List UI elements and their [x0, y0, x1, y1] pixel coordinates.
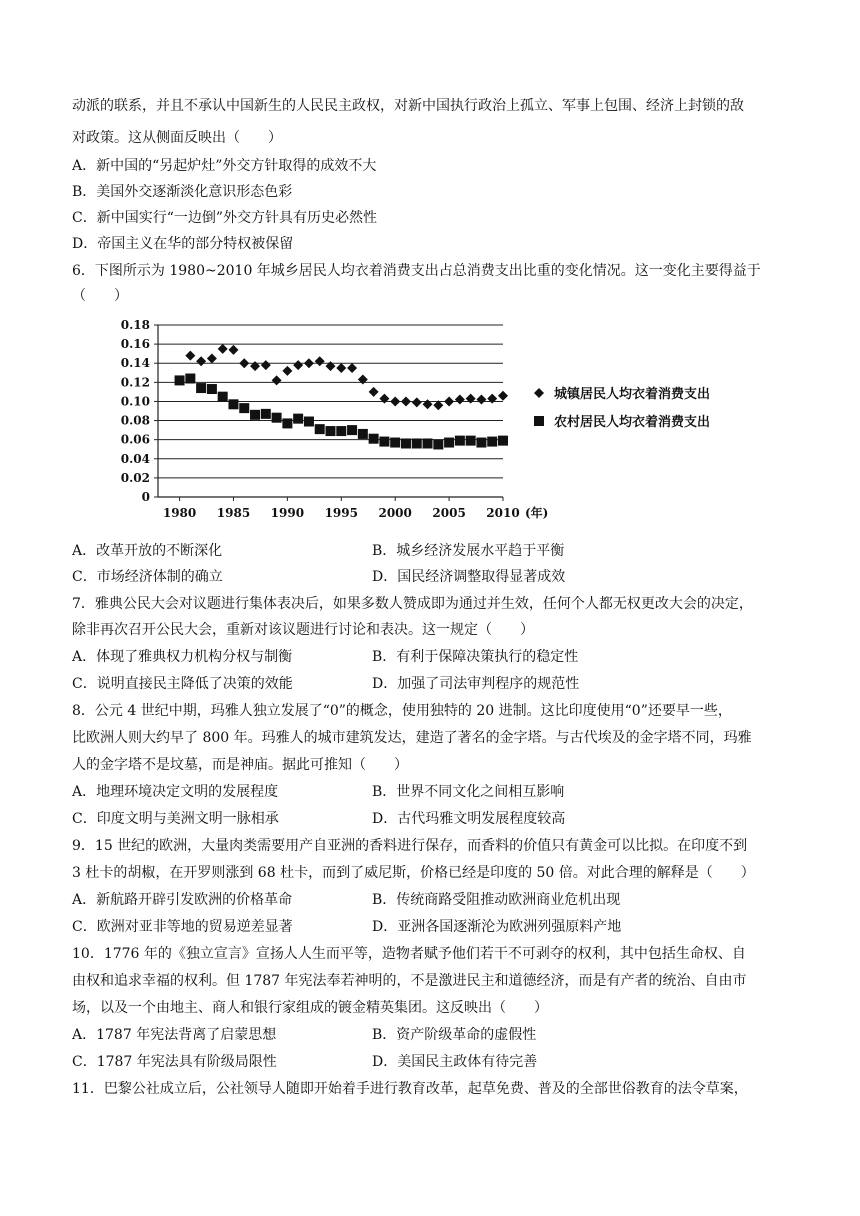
q10-stem-2: 由权和追求幸福的权利。但 1787 年宪法奉若神明的，不是激进民主和道德经济，而是有产者的统治、自由市 — [72, 973, 747, 989]
urban-data-point — [455, 395, 465, 405]
q7-option-d: D．加强了司法审判程序的规范性 — [372, 676, 580, 692]
rural-data-point — [498, 436, 508, 446]
urban-data-point — [261, 360, 271, 370]
urban-data-point — [476, 395, 486, 405]
q9-option-a: A．新航路开辟引发欧洲的价格革命 — [72, 892, 293, 908]
q7-option-a: A．体现了雅典权力机构分权与制衡 — [72, 649, 293, 665]
q10-stem-3: 场，以及一个由地主、商人和银行家组成的镀金精英集团。这反映出（ ） — [72, 1000, 548, 1016]
intro-line-1: 动派的联系，并且不承认中国新生的人民民主政权，对新中国执行政治上孤立、军事上包围、经济上封锁的敌 — [72, 98, 744, 114]
q10-stem-1: 10．1776 年的《独立宣言》宣扬人人生而平等，造物者赋予他们若干不可剥夺的权利，其中包括生命权、自 — [72, 946, 746, 962]
q6-stem-1: 6．下图所示为 1980~2010 年城乡居民人均衣着消费支出占总消费支出比重的变化情况。这一变化主要得益于 — [72, 263, 761, 279]
x-tick-label: 1985 — [216, 506, 251, 520]
rural-data-point — [228, 399, 238, 409]
intro-line-2: 对政策。这从侧面反映出（ ） — [72, 130, 282, 146]
y-tick-label: 0.04 — [120, 451, 150, 466]
q8-stem-1: 8．公元 4 世纪中期，玛雅人独立发展了“0”的概念，使用独特的 20 进制。这比印度使用“0”还要早一些， — [72, 703, 732, 719]
q7-stem-1: 7．雅典公民大会对议题进行集体表决后，如果多数人赞成即为通过并生效，任何个人都无权更改大会的决定， — [72, 596, 753, 612]
x-axis-label: (年) — [525, 506, 549, 520]
urban-data-point — [293, 360, 303, 370]
urban-data-point — [326, 361, 336, 371]
q8-option-c: C．印度文明与美洲文明一脉相承 — [72, 811, 279, 827]
rural-data-point — [185, 374, 195, 384]
q5-option-b: B．美国外交逐渐淡化意识形态色彩 — [72, 184, 293, 200]
rural-data-point — [358, 429, 368, 439]
urban-data-point — [218, 344, 228, 354]
y-tick-label: 0 — [141, 490, 150, 504]
chart-grid — [158, 325, 503, 497]
urban-data-point — [379, 394, 389, 404]
rural-data-point — [315, 424, 325, 434]
rural-data-point — [390, 438, 400, 448]
rural-data-point — [207, 384, 217, 394]
q10-option-c: C．1787 年宪法具有阶级局限性 — [72, 1054, 277, 1070]
q6-option-c: C．市场经济体制的确立 — [72, 569, 223, 585]
urban-data-point — [466, 394, 476, 404]
urban-data-point — [207, 353, 217, 363]
urban-data-point — [358, 374, 368, 384]
y-tick-label: 0.02 — [120, 470, 150, 485]
x-tick-label: 2010 — [486, 506, 520, 520]
q6-stem-2: （ ） — [72, 288, 128, 304]
urban-data-point — [336, 363, 346, 373]
chart-marks — [175, 344, 508, 450]
rural-data-point — [250, 410, 260, 420]
q10-option-a: A．1787 年宪法背离了启蒙思想 — [72, 1027, 277, 1043]
q5-option-c: C．新中国实行“一边倒”外交方针具有历史必然性 — [72, 210, 378, 226]
q9-stem-1: 9．15 世纪的欧洲，大量肉类需要用产自亚洲的香料进行保存，而香料的价值只有黄金可以比拟。在印度不到 — [72, 838, 748, 854]
y-tick-label: 0.18 — [120, 318, 150, 332]
rural-data-point — [304, 417, 314, 427]
q8-option-d: D．古代玛雅文明发展程度较高 — [372, 811, 566, 827]
urban-data-point — [196, 356, 206, 366]
q10-option-d: D．美国民主政体有待完善 — [372, 1054, 538, 1070]
chart-svg — [108, 312, 758, 534]
urban-data-point — [498, 391, 508, 401]
urban-data-point — [250, 361, 260, 371]
legend-marker-rural — [534, 416, 544, 426]
q9-option-c: C．欧洲对亚非等地的贸易逆差显著 — [72, 919, 293, 935]
q6-option-a: A．改革开放的不断深化 — [72, 543, 223, 559]
q10-option-b: B．资产阶级革命的虚假性 — [372, 1027, 537, 1043]
consumption-chart — [108, 312, 758, 534]
q9-option-d: D．亚洲各国逐渐沦为欧洲列强原料产地 — [372, 919, 622, 935]
rural-data-point — [476, 438, 486, 448]
urban-data-point — [272, 375, 282, 385]
legend-label-urban: 城镇居民人均衣着消费支出 — [554, 387, 711, 402]
q9-option-b: B．传统商路受阻推动欧洲商业危机出现 — [372, 892, 621, 908]
q8-option-b: B．世界不同文化之间相互影响 — [372, 784, 565, 800]
rural-data-point — [196, 383, 206, 393]
y-tick-label: 0.12 — [120, 375, 150, 390]
rural-data-point — [336, 426, 346, 436]
y-tick-label: 0.16 — [120, 337, 150, 352]
urban-data-point — [423, 399, 433, 409]
q9-stem-2: 3 杜卡的胡椒，在开罗则涨到 68 杜卡，而到了威尼斯，价格已经是印度的 50 倍。对此合理的解释是（ ） — [72, 865, 755, 881]
rural-data-point — [369, 434, 379, 444]
q7-option-c: C．说明直接民主降低了决策的效能 — [72, 676, 293, 692]
q7-stem-2: 除非再次召开公民大会，重新对该议题进行讨论和表决。这一规定（ ） — [72, 622, 534, 638]
rural-data-point — [423, 438, 433, 448]
x-tick-label: 1995 — [324, 506, 358, 520]
q5-option-d: D．帝国主义在华的部分特权被保留 — [72, 236, 294, 252]
rural-data-point — [272, 413, 282, 423]
rural-data-point — [293, 414, 303, 424]
chart-axes — [121, 318, 549, 520]
urban-data-point — [282, 366, 292, 376]
rural-data-point — [401, 438, 411, 448]
chart-legend — [534, 386, 710, 430]
rural-data-point — [466, 436, 476, 446]
rural-data-point — [218, 392, 228, 402]
urban-data-point — [239, 358, 249, 368]
q6-option-d: D．国民经济调整取得显著成效 — [372, 569, 566, 585]
rural-data-point — [444, 438, 454, 448]
urban-data-point — [412, 397, 422, 407]
q6-option-b: B．城乡经济发展水平趋于平衡 — [372, 543, 565, 559]
rural-data-point — [487, 437, 497, 447]
rural-data-point — [433, 439, 443, 449]
x-tick-label: 2005 — [432, 506, 466, 520]
rural-data-point — [239, 403, 249, 413]
x-tick-label: 1980 — [162, 506, 197, 520]
q8-stem-2: 比欧洲人则大约早了 800 年。玛雅人的城市建筑发达，建造了著名的金字塔。与古代埃及的金字塔不同，玛雅 — [72, 730, 752, 746]
urban-data-point — [487, 394, 497, 404]
rural-data-point — [175, 375, 185, 385]
urban-data-point — [390, 396, 400, 406]
q8-stem-3: 人的金字塔不是坟墓，而是神庙。据此可推知（ ） — [72, 757, 408, 773]
x-tick-label: 2000 — [378, 506, 412, 520]
rural-data-point — [412, 438, 422, 448]
q7-option-b: B．有利于保障决策执行的稳定性 — [372, 649, 579, 665]
legend-label-rural: 农村居民人均衣着消费支出 — [554, 415, 711, 430]
rural-data-point — [455, 436, 465, 446]
rural-data-point — [282, 418, 292, 428]
urban-data-point — [185, 351, 195, 361]
rural-data-point — [379, 437, 389, 447]
y-tick-label: 0.10 — [120, 394, 150, 409]
rural-data-point — [261, 409, 271, 419]
q5-option-a: A．新中国的“另起炉灶”外交方针取得的成效不大 — [72, 158, 377, 174]
legend-marker-urban — [534, 388, 544, 398]
rural-data-point — [326, 426, 336, 436]
y-tick-label: 0.08 — [120, 413, 150, 428]
urban-data-point — [444, 396, 454, 406]
urban-data-point — [401, 396, 411, 406]
urban-data-point — [347, 363, 357, 373]
urban-data-point — [228, 345, 238, 355]
q8-option-a: A．地理环境决定文明的发展程度 — [72, 784, 279, 800]
q11-stem-1: 11．巴黎公社成立后，公社领导人随即开始着手进行教育改革，起草免费、普及的全部世俗教育的法令草案， — [72, 1081, 748, 1097]
urban-data-point — [369, 387, 379, 397]
y-tick-label: 0.14 — [120, 356, 150, 371]
urban-data-point — [315, 356, 325, 366]
x-tick-label: 1990 — [270, 506, 305, 520]
y-tick-label: 0.06 — [120, 432, 150, 447]
urban-data-point — [304, 358, 314, 368]
rural-data-point — [347, 425, 357, 435]
